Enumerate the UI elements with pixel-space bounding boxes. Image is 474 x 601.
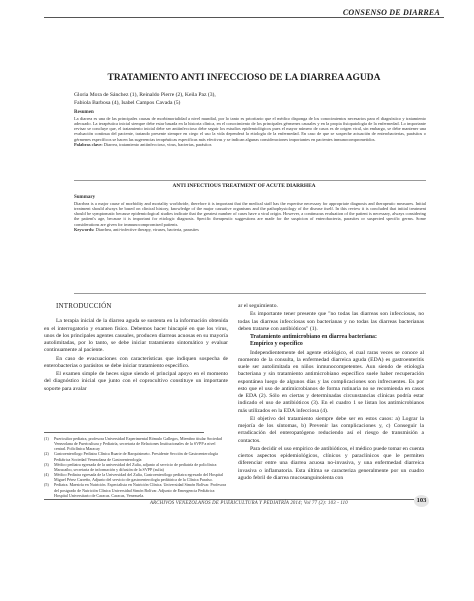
author-line: Fabiola Barbosa (4), Isabel Campos Cavada (5) — [74, 99, 181, 106]
footnote: (1) Puericultor pediatra, profesora Universidad Experimental Rómulo Gallegos, Miembro titular Sociedad Venezolana de Puericultura y Pediatría, secretaria de Relaciones Institucionales de la SVPP a nivel central. Policlínica Maracay — [44, 436, 222, 452]
paragraph: El objetivo del tratamiento siempre debe ser en estos casos: a) Lograr la mejoría de los síntomas, b) Prevenir las complicaciones y, c) Conseguir la erradicación del enteropatógeno reduciendo así el riesgo de transmisión a contactos. — [238, 415, 424, 444]
journal-citation: ARCHIVOS VENEZOLANOS DE PUERICULTURA Y PEDIATRÍA 2014; Vol 77 (2): 103 - 110 — [150, 501, 348, 506]
keywords-label: Palabras clave: — [74, 141, 103, 147]
right-column — [238, 303, 424, 483]
paragraph: Es importante tener presente que "no todas las diarreas son infecciosas, no todas las diarreas infecciosas son bacterianas y no todas las diarreas bacterianas deben tratarse con antibióticos" (1). — [238, 311, 424, 332]
divider — [74, 293, 426, 294]
resumen-text: La diarrea es una de las principales causas de morbimortalidad a nivel mundial, por lo tanto es prioritario que el médico disponga de los conocimientos necesarios para el diagnóstico y tratamiento adecuado. La terapéutica inicial siempre debe estar basada en la historia clínica, en el conocimiento de los principales gérmenes causales y en la propia fisiopatología de la enfermedad. Lo importante revisar se concluye que, el tratamiento inicial debe ser antiinfeccioso debe seguir los estudios epidemiológicos pues el mayor número de casos es de origen viral, sin embargo, se debe mantener una evaluación continua del paciente, tratando presente siempre en ciego el uso la vida dependerá la etiología de la enfermedad. En caso de que se sospeche actuación de enterobacterias, parásitos o gérmenes específicos se hacen las sugerencias terapéuticas específicas más efectivas y se indican algunas consideraciones importantes en pacientes inmunocomprometidos. — [74, 115, 426, 142]
left-column — [44, 303, 228, 394]
keywords-text: Diarrhea, anti-infective therapy, viruses, bacteria, parasites — [94, 226, 199, 232]
page-number: 103 — [414, 495, 429, 507]
paragraph: El examen simple de heces sigue siendo el principal apoyo en el momento del diagnóstico inicial que junto con el coprocultivo constituye un importante soporte para avalar — [44, 371, 228, 392]
footnote: (2) Gastroenterólogo Pediatra Clínica Ruarte de Barquisimeto. Presidente Sección de Gastroenterología Pediátrica Sociedad Venezolana de Gastroenterología — [44, 451, 218, 462]
footnotes — [44, 436, 228, 498]
paragraph: ar el seguimiento. — [238, 303, 278, 309]
divider — [74, 180, 426, 181]
header-rule — [44, 17, 444, 18]
keywords-text: Diarrea, tratamiento antiinfeccioso, virus, bacterias, parásitos — [102, 141, 212, 147]
subsection-subheading: Empírico y específico — [250, 341, 303, 348]
section-heading: INTRODUCCIÓN — [56, 302, 112, 310]
english-title: ANTI INFECTIOUS TREATMENT OF ACUTE DIARRHEA — [172, 183, 316, 189]
summary-block — [74, 195, 426, 232]
paragraph: En caso de evacuaciones con características que indiquen sospecha de enterobacterias o parásitos se debe iniciar tratamiento específico. — [44, 355, 228, 369]
section-label: CONSENSO DE DIARREA — [339, 8, 440, 17]
keywords-label: Keywords: — [74, 226, 95, 232]
author-list — [74, 92, 404, 107]
summary-text: Diarrhea is a major cause of morbidity and mortality worldwide, therefore it is important that the medical staff has the expertise necessary for appropriate diagnosis and therapeutic measures. Initial treatment should always be based on clinical history, knowledge of the major causative organisms and the pathophysiology of the disease itself. In this review it is concluded that initial treatment should be symptomatic because epidemiological studies indicate that the greatest number of cases have a viral origin. However, a continuous evaluation of the patient is necessary, always considering the patient's age, because it is important for etiologic diagnosis. Specific therapeutic suggestions are made for the suspicion of enterobacteria, parasites or suspected specific germs. Some considerations are given for immunocompromised patients. — [74, 200, 426, 227]
resumen-keywords — [74, 142, 426, 147]
footnote-rule — [44, 432, 204, 433]
footnote: (4) Médico Pediatra egresada de la Universidad del Zulia, Gastroenterólogo pediatra egresado del Hospital Miguel Pérez Carreño, Adjunto del servicio de gastroenterología pediátrica de la Clínica Paraíso. — [44, 472, 224, 483]
footer-rule — [44, 499, 414, 500]
author-line: Gloria Mora de Sánchez (1), Reinaldo Pierre (2), Keila Paz (3), — [74, 92, 216, 98]
subsection-heading: Tratamiento antimicrobiano en diarrea bacteriana: — [250, 334, 377, 340]
article-title: TRATAMIENTO ANTI INFECCIOSO DE LA DIARREA AGUDA — [107, 73, 381, 83]
footnote: (5) Pediatra. Maestría en Nutrición. Especialista en Nutrición Clínica. Universidad Simón Bolívar. Profesora del postgrado de Nutrición Clínica Universidad Simón Bolívar. Adjunto de Emergencia Pediátrica Hospital Universitario de Caracas. Caracas, Venezuela. — [44, 482, 227, 498]
running-header — [44, 8, 444, 20]
paragraph: Independientemente del agente etiológico, el cual raras veces se conoce al momento de la consulta, la enfermedad diarreica aguda (EDA) es gastroenteritis suele ser autolimitada en niños inmunocompetentes. Aun siendo de etiología bacteriana y sin tratamiento antimicrobiano específico suele haber recuperación espontánea luego de algunos días y las complicaciones son infrecuentes. Es por esto que el uso de antimicrobianos de forma rutinaria no se recomienda en casos de EDA (2). Sólo en ciertas y determinadas circunstancias clínicas podría estar indicado el uso de antibióticos (3). En el cuadro 1 se listan los antimicrobianos más utilizados en la EDA infecciosa (4). — [238, 349, 424, 414]
resumen-heading: Resumen — [74, 110, 94, 115]
summary-keywords — [74, 227, 426, 232]
paragraph: Para decidir el uso empírico de antibióticos, el médico puede tomar en cuenta ciertos aspectos epidemiológicos, clínicos y paraclínicos que le permiten diferenciar entre una diarrea acuosa no-invasiva, y una enfermedad diarreica invasiva o inflamatoria. Esta última se caracteriza generalmente por un cuadro agudo febril de diarrea mucosanguinolenta con — [238, 445, 424, 481]
resumen-block — [74, 110, 426, 147]
paragraph: La terapia inicial de la diarrea aguda se sustenta en la información obtenida en el interrogatorio y examen físico. Debemos hacer hincapié en que los virus, unos de los principales agentes causales, producen diarreas acuosas en su mayoría autolimitadas, por lo tanto, se debe iniciar tratamiento sintomático y evaluar continuamente al paciente. — [44, 318, 228, 354]
summary-heading: Summary — [74, 195, 96, 200]
footnote: (3) Médico pediatra egresada de la universidad del Zulia, adjunto al servicio de pediatría de policlínica Maracaibo, secretaria de información y difusión de la SVPP (zulia) — [44, 461, 217, 472]
